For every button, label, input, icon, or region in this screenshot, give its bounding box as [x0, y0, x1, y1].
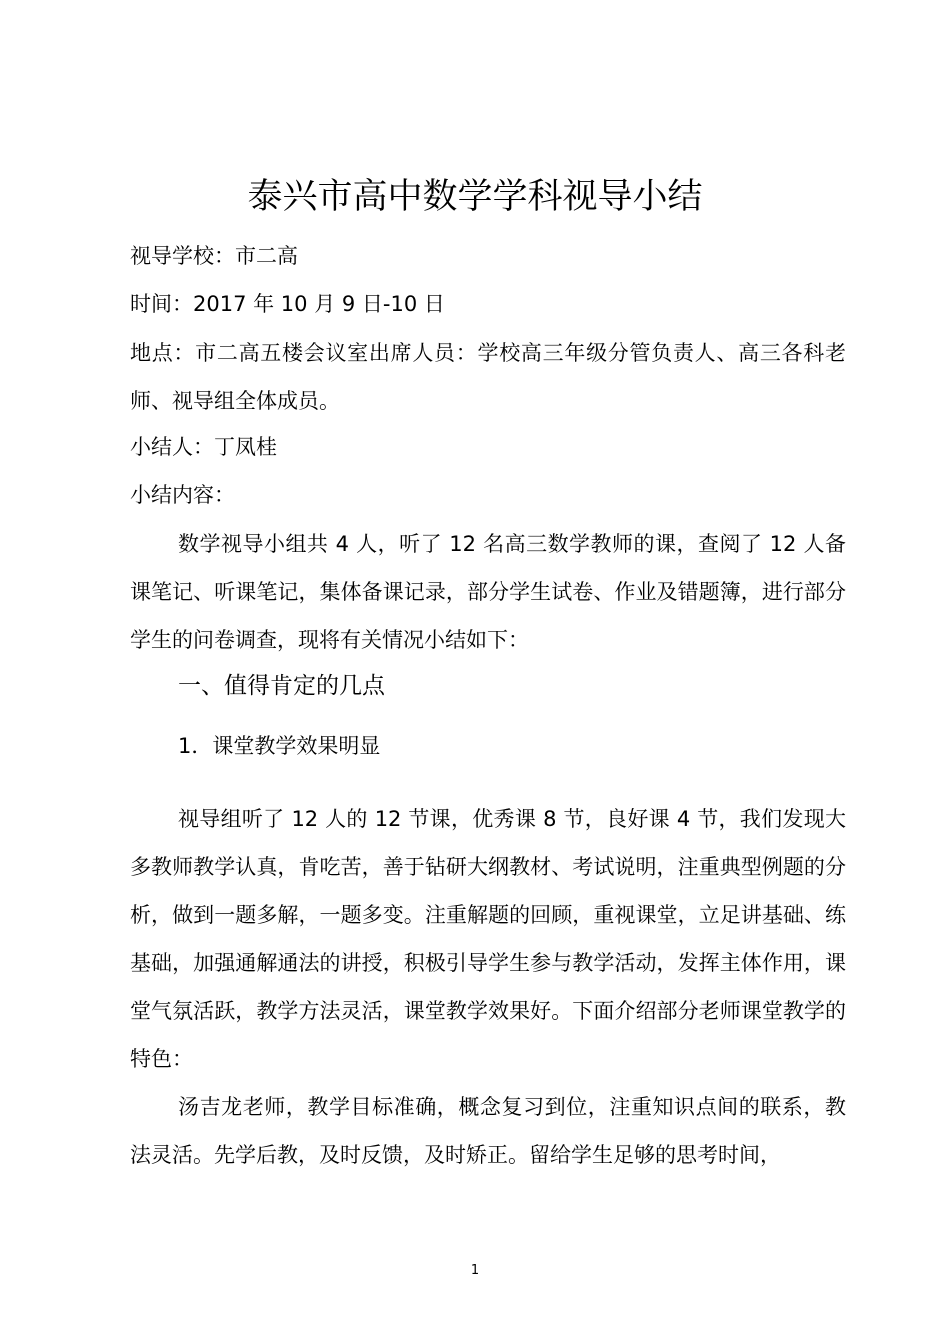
page-number: 1: [470, 1263, 480, 1278]
summarizer-line: 小结人：丁凤桂: [130, 435, 277, 459]
school-line: 视导学校：市二高: [130, 244, 298, 268]
content-label: 小结内容：: [130, 483, 235, 507]
time-line: 时间：2017 年 10 月 9 日-10 日: [130, 292, 445, 316]
subsection-heading: 1．课堂教学效果明显: [178, 734, 381, 758]
body-paragraph-2: 汤吉龙老师，教学目标准确，概念复习到位，注重知识点间的联系，教法灵活。先学后教，及时反馈，及时矫正。留给学生足够的思考时间，: [130, 1095, 846, 1167]
document-title: 泰兴市高中数学学科视导小结: [247, 177, 703, 217]
body-paragraph-1: 视导组听了 12 人的 12 节课，优秀课 8 节，良好课 4 节，我们发现大多教师教学认真，肯吃苦，善于钻研大纲教材、考试说明，注重典型例题的分析，做到一题多解，一题多变。注重解题的回顾，重视课堂，立足讲基础、练基础，加强通解通法的讲授，积极引导学生参与教学活动，发挥主体作用，课堂气氛活跃，教学方法灵活，课堂教学效果好。下面介绍部分老师课堂教学的特色：: [130, 807, 846, 1071]
section-heading: 一、值得肯定的几点: [178, 673, 385, 699]
location-paragraph: 地点：市二高五楼会议室出席人员：学校高三年级分管负责人、高三各科老师、视导组全体成员。: [130, 341, 846, 413]
intro-paragraph: 数学视导小组共 4 人，听了 12 名高三数学教师的课，查阅了 12 人备课笔记、听课笔记，集体备课记录，部分学生试卷、作业及错题簿，进行部分学生的问卷调查，现将有关情况小结如下：: [130, 532, 846, 652]
